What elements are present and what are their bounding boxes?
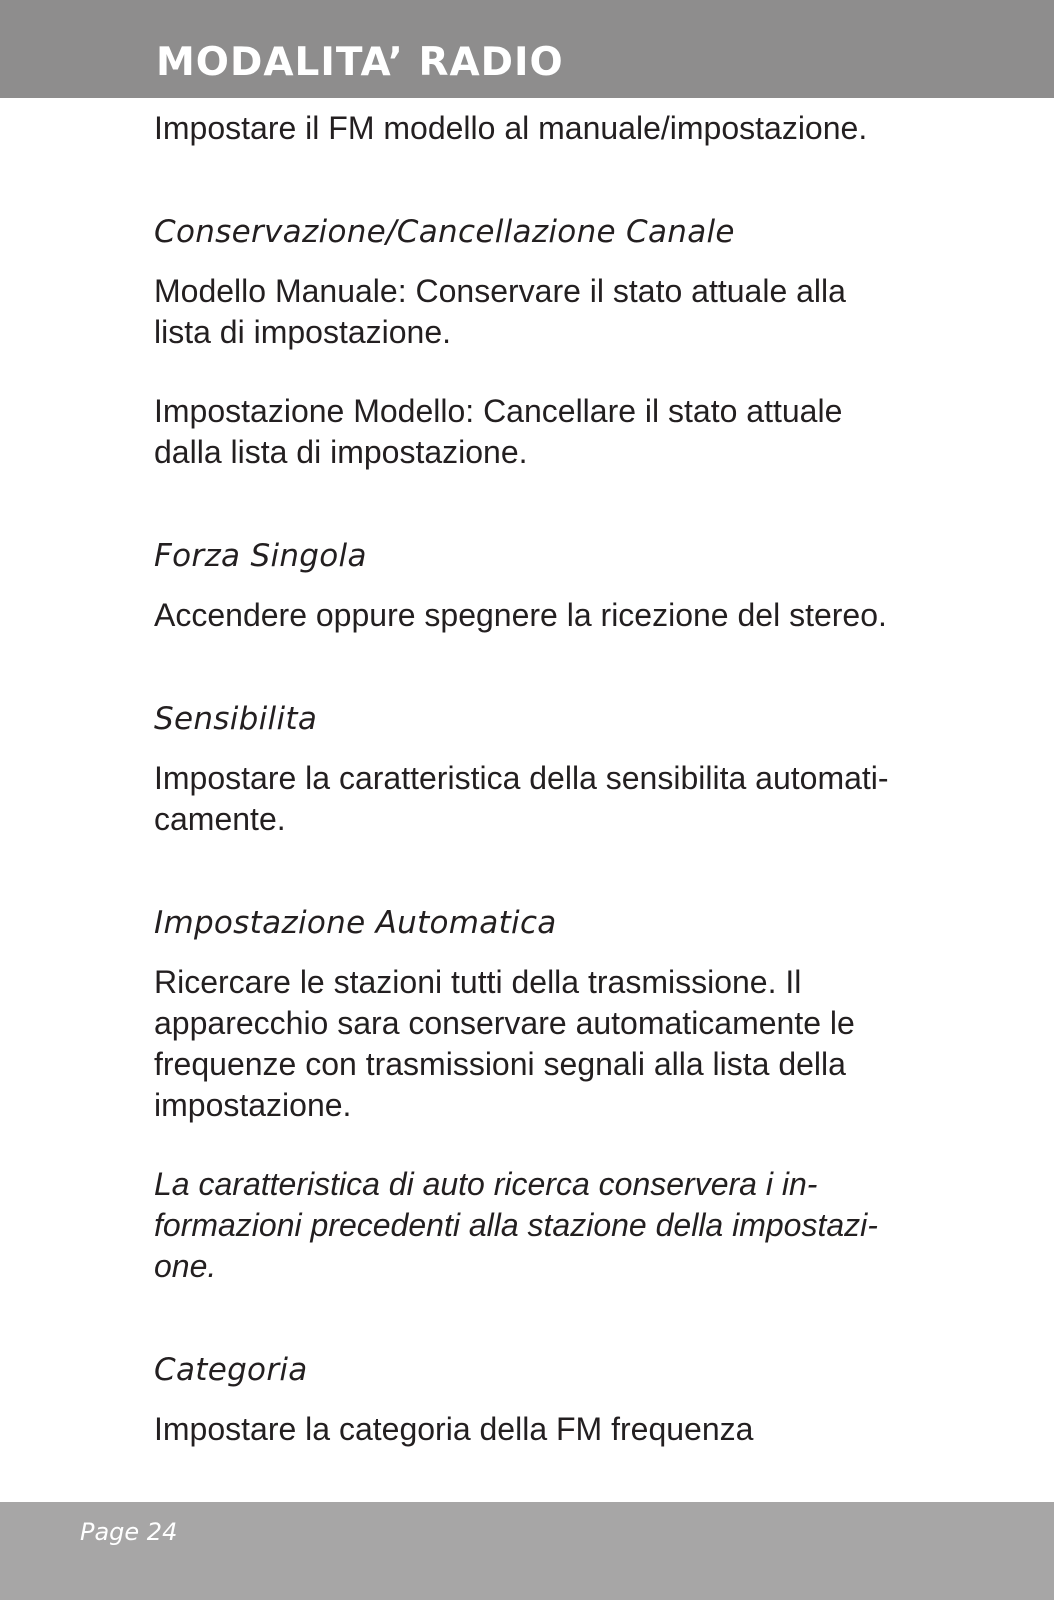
heading-sensibilita: Sensibilita (154, 701, 318, 737)
text-line: Impostazione Modello: Cancellare il stato attuale (154, 393, 843, 429)
note-auto-ricerca (154, 1164, 984, 1287)
page-content (154, 108, 984, 1450)
spacer (154, 473, 984, 536)
heading-impostazione-automatica: Impostazione Automatica (154, 905, 557, 941)
spacer (154, 1287, 984, 1350)
note-line: La caratteristica di auto ricerca conservera i in- (154, 1166, 818, 1202)
text-line: impostazione. (154, 1087, 352, 1123)
text-line: dalla lista di impostazione. (154, 434, 528, 470)
text-line: Accendere oppure spegnere la ricezione del stereo. (154, 597, 887, 633)
spacer (154, 1126, 984, 1164)
paragraph-sensibilita (154, 758, 984, 840)
text-line: frequenze con trasmissioni segnali alla lista della (154, 1046, 846, 1082)
paragraph-impostazione-modello (154, 391, 984, 473)
text-line: lista di impostazione. (154, 314, 452, 350)
spacer (154, 252, 984, 271)
spacer (154, 636, 984, 699)
text-line: camente. (154, 801, 286, 837)
text-line: Impostare la categoria della FM frequenza (154, 1411, 754, 1447)
header-bar (0, 0, 1054, 98)
text-line: Ricercare le stazioni tutti della trasmissione. Il (154, 964, 802, 1000)
heading-categoria: Categoria (154, 1352, 308, 1388)
spacer (154, 739, 984, 758)
spacer (154, 353, 984, 391)
text-line: Modello Manuale: Conservare il stato attuale alla (154, 273, 846, 309)
spacer (154, 840, 984, 903)
text-line: Impostare la caratteristica della sensibilita automati- (154, 760, 889, 796)
paragraph-automatica (154, 962, 984, 1126)
page-title: MODALITA’ RADIO (156, 40, 564, 85)
heading-conservazione: Conservazione/Cancellazione Canale (154, 214, 735, 250)
spacer (154, 1390, 984, 1409)
note-line: formazioni precedenti alla stazione della impostazi- (154, 1207, 878, 1243)
page-number: Page 24 (80, 1518, 178, 1546)
text-line: apparecchio sara conservare automaticamente le (154, 1005, 855, 1041)
spacer (154, 943, 984, 962)
intro-text: Impostare il FM modello al manuale/impostazione. (154, 110, 868, 146)
paragraph-modello-manuale (154, 271, 984, 353)
spacer (154, 576, 984, 595)
heading-forza-singola: Forza Singola (154, 538, 367, 574)
note-line: one. (154, 1248, 217, 1284)
spacer (154, 149, 984, 212)
